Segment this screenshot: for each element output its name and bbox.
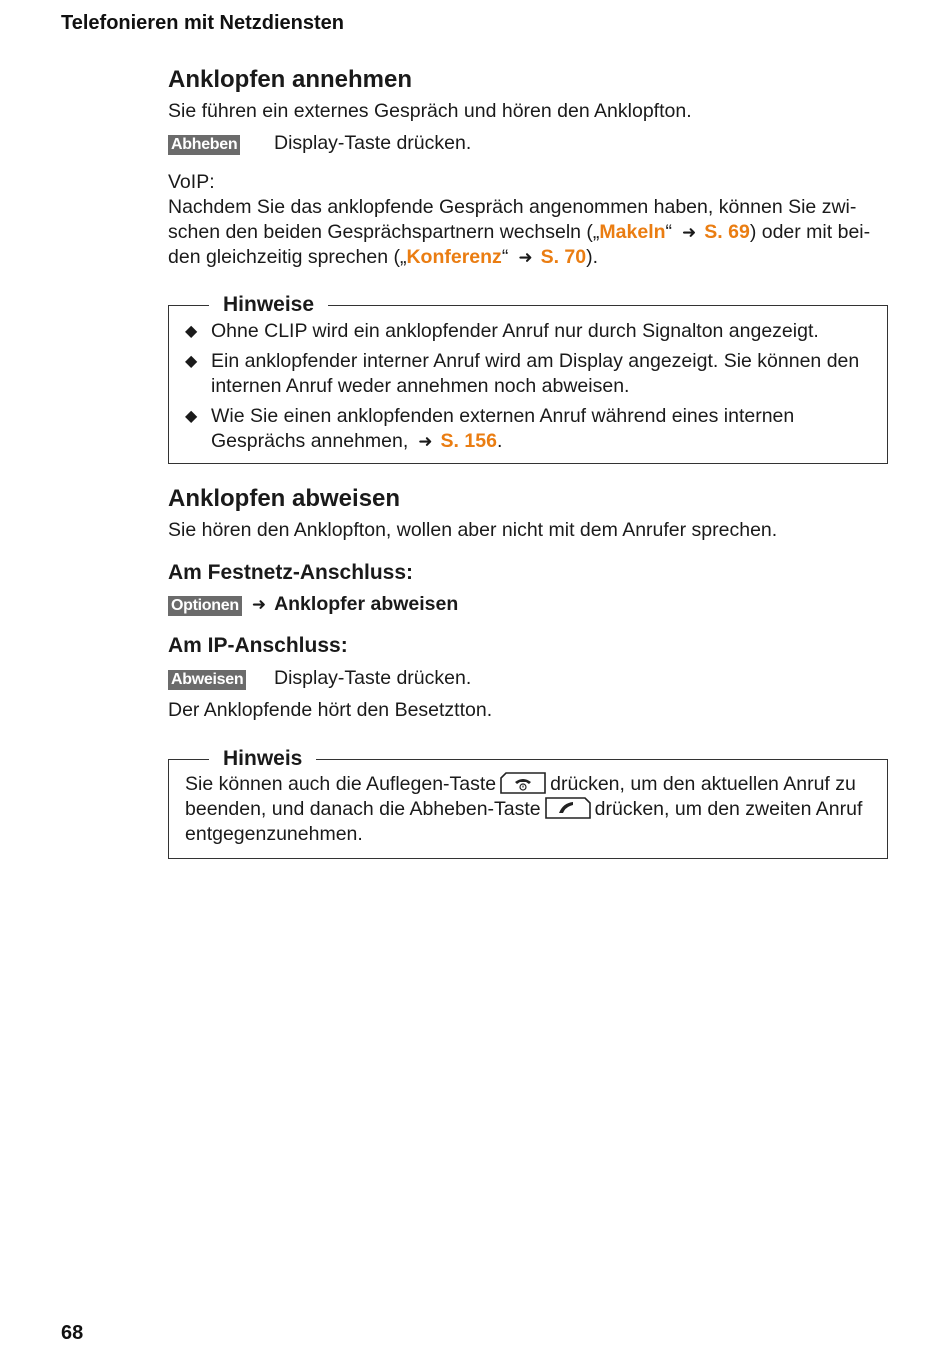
- note-text: beenden, und danach die Abheben-Taste: [185, 798, 541, 820]
- note-text: Ein anklopfender interner Anruf wird am Display angezeigt. Sie können den: [211, 350, 860, 372]
- note-text: drücken, um den aktuellen Anruf zu: [550, 773, 856, 795]
- section-title-anklopfen-abweisen: Anklopfen abweisen: [168, 485, 401, 512]
- festnetz-step: [168, 592, 458, 617]
- page-number: 68: [61, 1322, 84, 1344]
- abweisen-softkey: Abweisen: [168, 670, 246, 690]
- festnetz-heading: Am Festnetz-Anschluss:: [168, 561, 414, 584]
- abweisen-action: Display-Taste drücken.: [274, 667, 472, 689]
- notes-box: [168, 293, 888, 464]
- diamond-bullet-icon: ◆: [185, 323, 198, 340]
- abheben-action: Display-Taste drücken.: [274, 132, 472, 154]
- note-box-title: Hinweis: [209, 747, 316, 771]
- section1-intro: Sie führen ein externes Gespräch und hören den Anklopfton.: [168, 100, 692, 122]
- diamond-bullet-icon: ◆: [185, 353, 198, 370]
- voip-line-2-end: ) oder mit bei-: [749, 221, 871, 243]
- list-item: [185, 319, 875, 344]
- section2-result: Der Anklopfende hört den Besetztton.: [168, 699, 493, 721]
- voip-line-3: [168, 245, 598, 270]
- right-arrow-icon: ➜: [251, 595, 267, 614]
- abweisen-step: [168, 666, 472, 691]
- note-text: Sie können auch die Auflegen-Taste: [185, 773, 497, 795]
- voip-line-1: Nachdem Sie das anklopfende Gespräch angenommen haben, können Sie zwi-: [168, 196, 857, 218]
- note-text-end: .: [496, 430, 503, 452]
- voip-label: VoIP:: [168, 171, 215, 193]
- note-box: [168, 747, 888, 859]
- notes-list: [185, 319, 875, 459]
- abheben-step: [168, 131, 472, 156]
- konferenz-link[interactable]: Konferenz: [406, 246, 502, 268]
- page-ref-69[interactable]: S. 69: [704, 221, 750, 243]
- note-text: internen Anruf weder annehmen noch abweisen.: [211, 375, 630, 397]
- talk-key-icon: [545, 797, 591, 826]
- makeln-link[interactable]: Makeln: [599, 221, 666, 243]
- diamond-bullet-icon: ◆: [185, 408, 198, 425]
- note-text: Gesprächs annehmen,: [211, 430, 409, 452]
- running-head: Telefonieren mit Netzdiensten: [61, 12, 345, 34]
- section-title-anklopfen-annehmen: Anklopfen annehmen: [168, 66, 413, 93]
- voip-line-2: [168, 220, 870, 245]
- voip-line-2-quote: “: [665, 221, 673, 243]
- voip-line-3-end: ).: [586, 246, 599, 268]
- right-arrow-icon: ➜: [682, 223, 697, 242]
- optionen-softkey: Optionen: [168, 596, 242, 616]
- note-line-3: entgegenzunehmen.: [185, 823, 363, 845]
- list-item: [185, 404, 875, 454]
- notes-box-title: Hinweise: [209, 293, 328, 317]
- page-ref-70[interactable]: S. 70: [540, 246, 587, 268]
- section2-intro: Sie hören den Anklopfton, wollen aber nicht mit dem Anrufer sprechen.: [168, 519, 778, 541]
- page-ref-156[interactable]: S. 156: [440, 430, 497, 452]
- voip-line-3-text: den gleichzeitig sprechen („: [168, 246, 407, 268]
- note-text: Wie Sie einen anklopfenden externen Anruf während eines internen: [211, 405, 795, 427]
- note-text: Ohne CLIP wird ein anklopfender Anruf nur durch Signalton angezeigt.: [211, 320, 819, 342]
- voip-line-2-text: schen den beiden Gesprächspartnern wechseln („: [168, 221, 600, 243]
- list-item: [185, 349, 875, 399]
- note-text: drücken, um den zweiten Anruf: [594, 798, 863, 820]
- voip-line-3-quote: “: [501, 246, 509, 268]
- ip-heading: Am IP-Anschluss:: [168, 634, 348, 657]
- anklopfer-abweisen-menu-item: Anklopfer abweisen: [274, 593, 459, 615]
- right-arrow-icon: ➜: [418, 432, 433, 451]
- abheben-softkey: Abheben: [168, 135, 240, 155]
- right-arrow-icon: ➜: [518, 248, 533, 267]
